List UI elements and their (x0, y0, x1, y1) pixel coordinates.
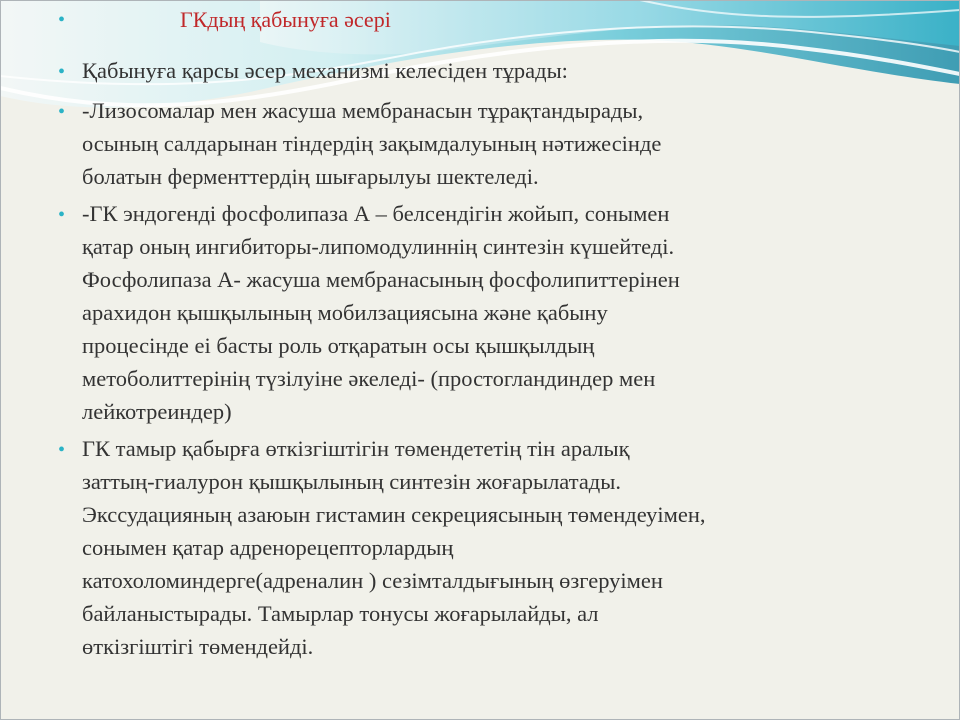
bullet-list (58, 54, 938, 663)
small-round-teal-bullet-icon: • (58, 439, 66, 461)
bullet-item-1 (58, 54, 938, 90)
slide-title-row (58, 2, 938, 38)
bullet-item-4 (58, 432, 938, 663)
bullet-text-1: Қабынуға қарсы әсер механизмі келесіден тұрады: (82, 58, 568, 83)
bullet-text-2: -Лизосомалар мен жасуша мембранасын тұрақтандырады, осының салдарынан тіндердің зақымдалуының нәтижесінде болатын ферменттердің шығарылуы шектеледі. (82, 98, 662, 189)
small-round-teal-bullet-icon: • (58, 61, 66, 83)
bullet-item-3 (58, 197, 938, 428)
bullet-text-3: -ГК эндогенді фосфолипаза А – белсендігін жойып, сонымен қатар оның ингибиторы-липомодулиннің синтезін күшейтеді. Фосфолипаза А- жасуша мембранасының фосфолипиттерінен арахидон қышқылының мобилзациясына және қабыну процесінде еі басты роль отқаратын осы қышқылдың метоболиттерінің түзілуіне әкеледі- (простогландиндер мен лейкотреиндер) (82, 201, 680, 424)
slide-content (58, 2, 938, 667)
slide-title: ГКдың қабынуға әсері (180, 7, 391, 32)
bullet-text-4: ГК тамыр қабырға өткізгіштігін төмендететің тін аралық заттың-гиалурон қышқылының синтезін жоғарылатады. Экссудацияның азаюын гистамин секрециясының төмендеуімен, сонымен қатар адренорецепторлардың катохоломиндерге(адреналин ) сезімталдығының өзгеруімен байланыстырады. Тамырлар тонусы жоғарылайды, ал өткізгіштігі төмендейді. (82, 436, 706, 659)
small-round-teal-bullet-icon: • (58, 204, 66, 226)
bullet-item-2 (58, 94, 938, 193)
small-round-teal-bullet-icon: • (58, 9, 66, 31)
small-round-teal-bullet-icon: • (58, 101, 66, 123)
